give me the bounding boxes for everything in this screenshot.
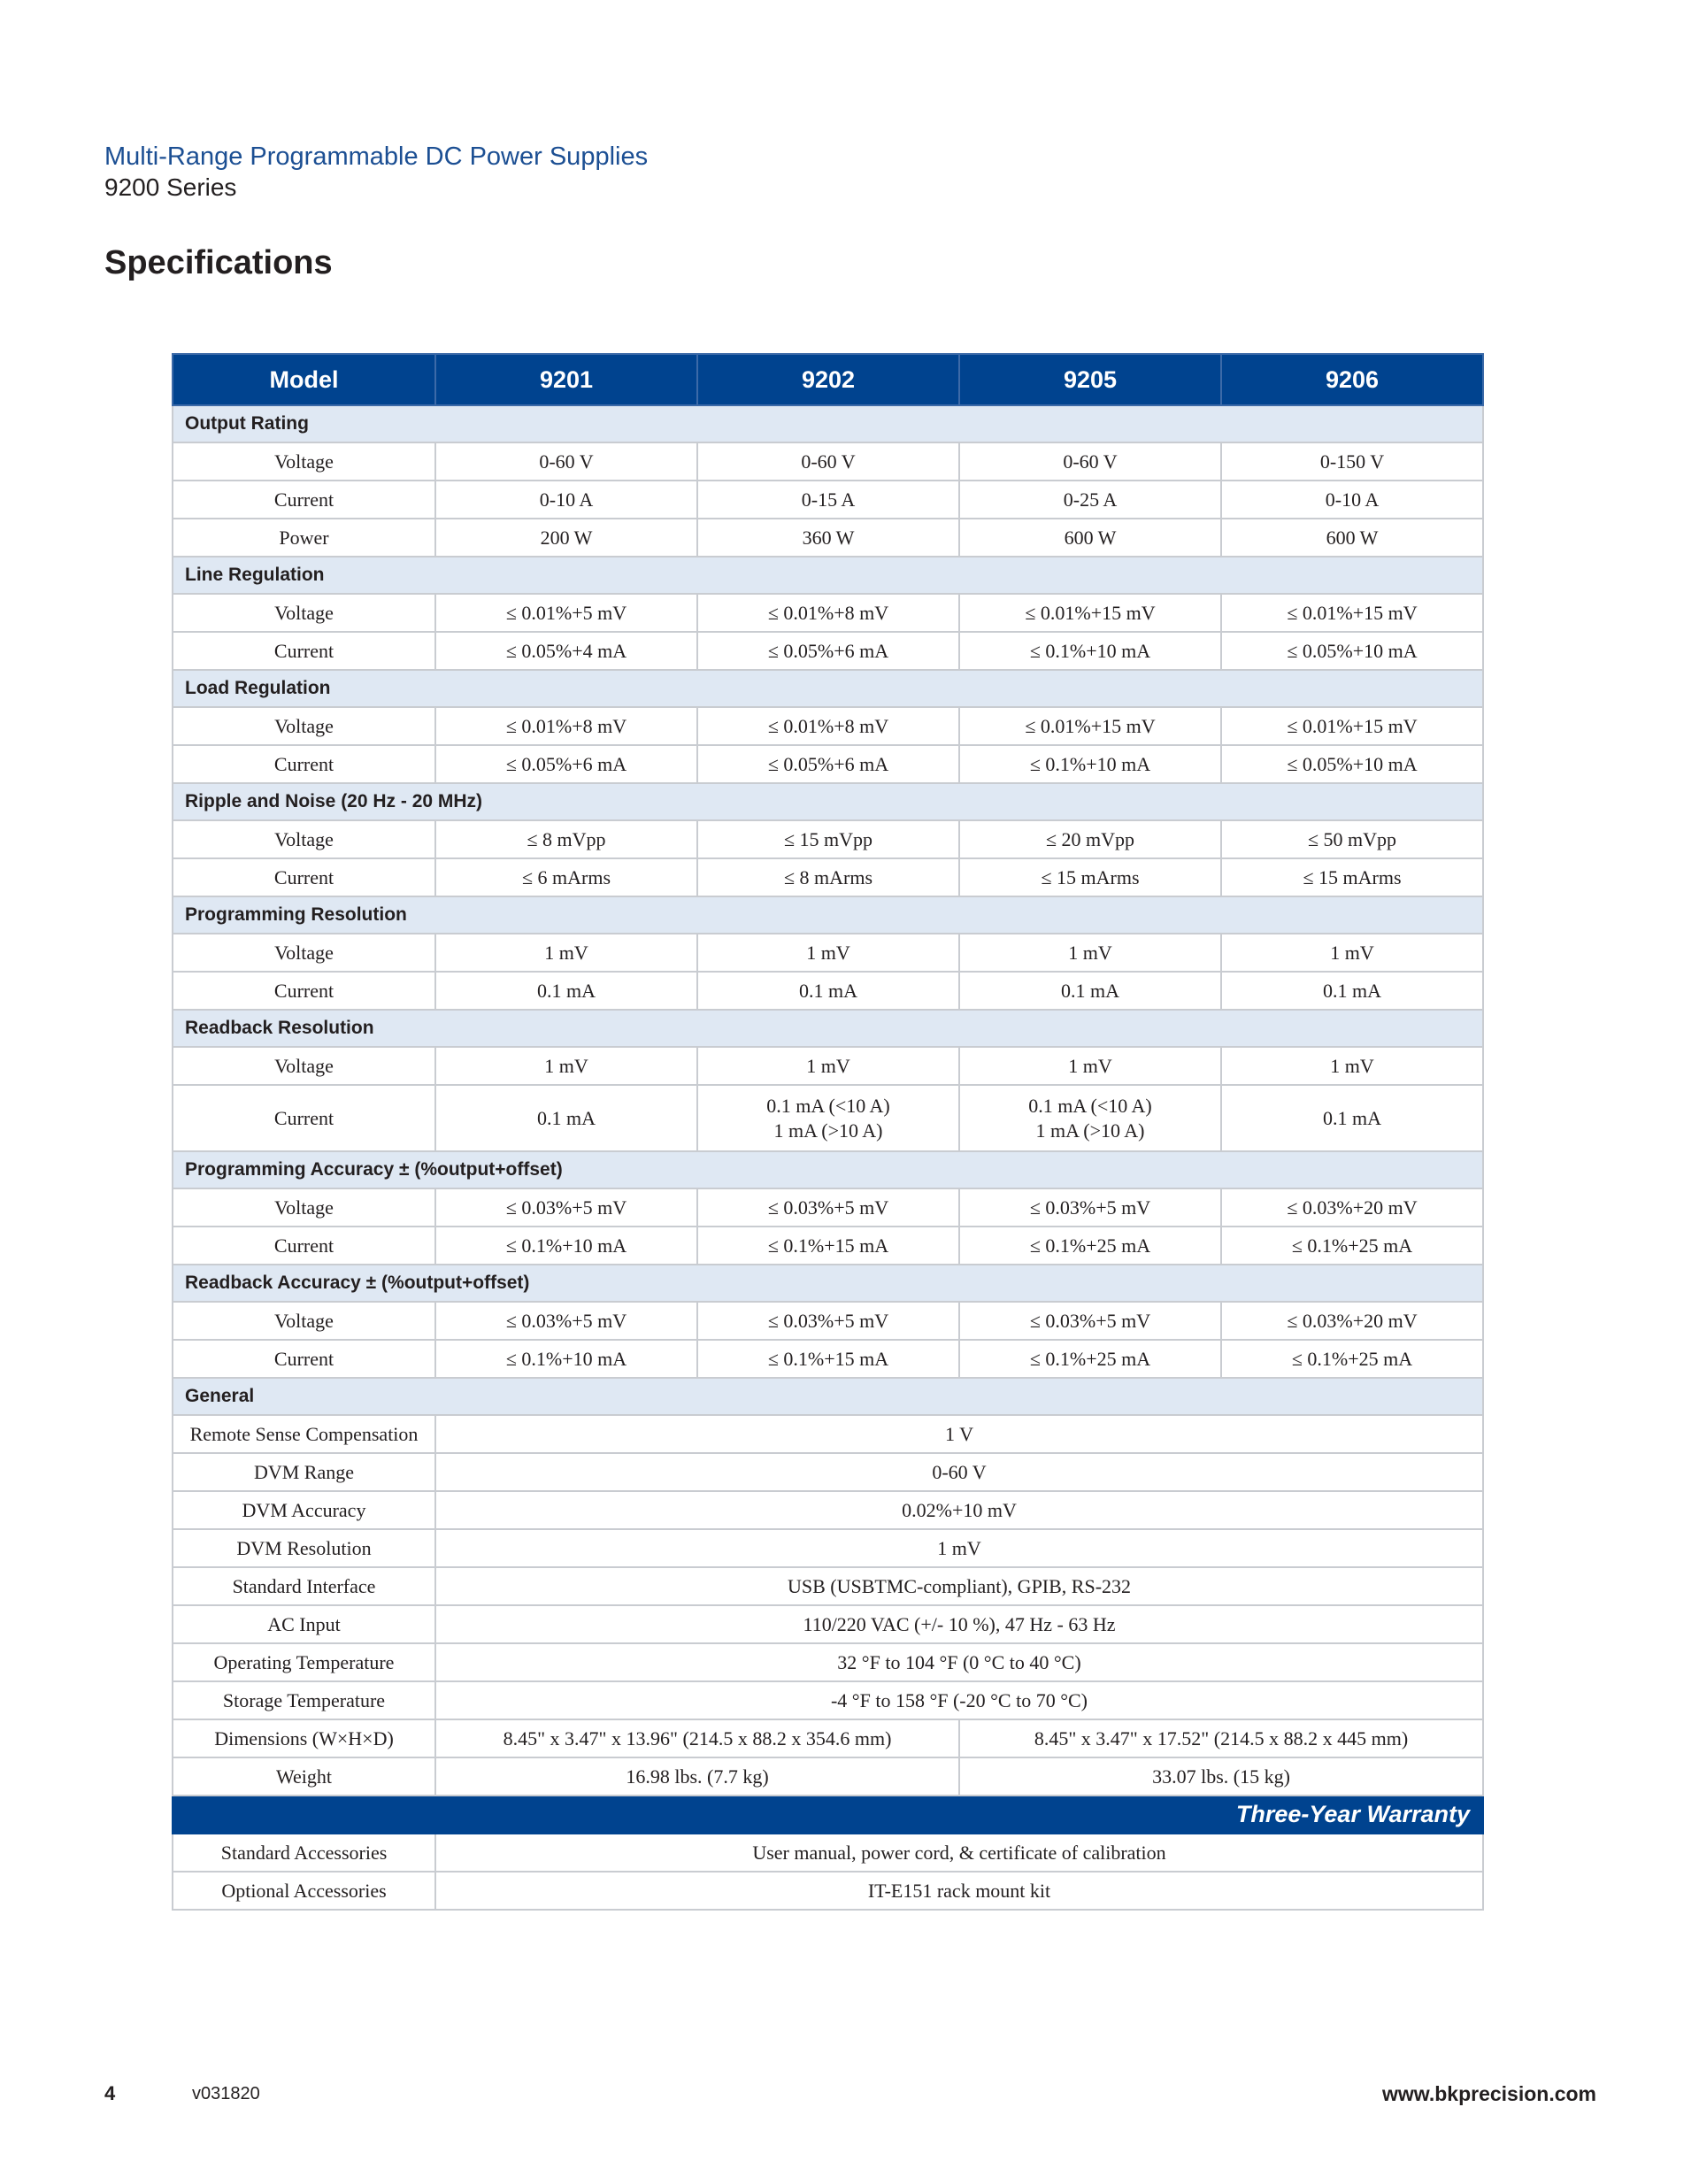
table-cell bbox=[697, 442, 959, 481]
table-cell bbox=[1221, 1047, 1483, 1085]
table-cell bbox=[959, 1188, 1221, 1227]
table-cell bbox=[435, 442, 697, 481]
table-cell bbox=[697, 1302, 959, 1340]
row-label: AC Input bbox=[173, 1605, 435, 1643]
cell-value: 1 mV bbox=[1330, 941, 1374, 964]
table-cell bbox=[697, 481, 959, 519]
table-row bbox=[173, 858, 1483, 896]
cell-value: USB (USBTMC-compliant), GPIB, RS-232 bbox=[787, 1574, 1132, 1597]
row-label: Current bbox=[173, 745, 435, 783]
cell-value: ≤ 0.03%+20 mV bbox=[1287, 1196, 1418, 1219]
column-header-9201: 9201 bbox=[435, 354, 697, 405]
section-row bbox=[173, 1151, 1483, 1188]
table-cell bbox=[435, 1227, 697, 1265]
table-cell bbox=[1221, 1085, 1483, 1151]
cell-value: 360 W bbox=[802, 526, 855, 549]
table-row bbox=[173, 1681, 1483, 1719]
row-label: Standard Interface bbox=[173, 1567, 435, 1605]
table-cell bbox=[435, 1681, 1483, 1719]
section-row bbox=[173, 1010, 1483, 1047]
cell-value: ≤ 0.1%+15 mA bbox=[767, 1347, 889, 1370]
row-label: DVM Resolution bbox=[173, 1529, 435, 1567]
row-label: Dimensions (W×H×D) bbox=[173, 1719, 435, 1757]
cell-value: ≤ 0.05%+6 mA bbox=[505, 752, 627, 775]
section-title: Programming Resolution bbox=[173, 896, 1483, 934]
table-cell bbox=[697, 745, 959, 783]
document-title: Multi-Range Programmable DC Power Supplies bbox=[104, 142, 649, 171]
cell-value: ≤ 0.1%+25 mA bbox=[1029, 1234, 1151, 1257]
cell-value: ≤ 0.1%+25 mA bbox=[1291, 1234, 1413, 1257]
cell-value: ≤ 0.01%+15 mV bbox=[1287, 714, 1418, 737]
cell-value: 600 W bbox=[1326, 526, 1379, 549]
table-cell bbox=[1221, 632, 1483, 670]
table-cell bbox=[1221, 594, 1483, 632]
table-row bbox=[173, 632, 1483, 670]
section-row bbox=[173, 1265, 1483, 1302]
table-cell bbox=[1221, 1340, 1483, 1378]
cell-value: 0.1 mA (<10 A) bbox=[766, 1094, 890, 1117]
table-cell bbox=[1221, 972, 1483, 1010]
cell-value: ≤ 0.03%+5 mV bbox=[1029, 1196, 1151, 1219]
cell-value: ≤ 0.01%+8 mV bbox=[767, 714, 889, 737]
cell-value: ≤ 0.1%+25 mA bbox=[1291, 1347, 1413, 1370]
table-cell bbox=[697, 820, 959, 858]
row-label: Storage Temperature bbox=[173, 1681, 435, 1719]
cell-value: ≤ 0.01%+15 mV bbox=[1025, 714, 1156, 737]
table-cell bbox=[435, 519, 697, 557]
table-cell bbox=[435, 1643, 1483, 1681]
row-label: DVM Accuracy bbox=[173, 1491, 435, 1529]
table-cell bbox=[959, 1302, 1221, 1340]
row-label: Voltage bbox=[173, 1188, 435, 1227]
row-label: Current bbox=[173, 1085, 435, 1151]
table-row bbox=[173, 745, 1483, 783]
section-title: Readback Accuracy ± (%output+offset) bbox=[173, 1265, 1483, 1302]
table-cell bbox=[959, 972, 1221, 1010]
table-cell bbox=[959, 519, 1221, 557]
warranty-text: Three-Year Warranty bbox=[173, 1796, 1483, 1834]
table-row bbox=[173, 1719, 1483, 1757]
cell-value: ≤ 0.1%+10 mA bbox=[1029, 639, 1151, 662]
cell-value: ≤ 8 mVpp bbox=[527, 827, 606, 850]
table-row bbox=[173, 1834, 1483, 1872]
table-cell bbox=[1221, 481, 1483, 519]
table-row bbox=[173, 820, 1483, 858]
cell-value: ≤ 0.03%+5 mV bbox=[505, 1196, 627, 1219]
section-title: Ripple and Noise (20 Hz - 20 MHz) bbox=[173, 783, 1483, 820]
cell-value: 0-10 A bbox=[1325, 488, 1380, 511]
cell-value: 0-25 A bbox=[1063, 488, 1118, 511]
table-cell bbox=[697, 934, 959, 972]
cell-value: 0.1 mA bbox=[537, 979, 596, 1002]
specifications-heading: Specifications bbox=[104, 244, 333, 281]
cell-value: 0.1 mA bbox=[799, 979, 857, 1002]
cell-value: ≤ 6 mArms bbox=[521, 865, 611, 888]
table-cell bbox=[435, 632, 697, 670]
cell-value: ≤ 0.01%+15 mV bbox=[1287, 601, 1418, 624]
table-cell bbox=[1221, 1227, 1483, 1265]
section-title: Load Regulation bbox=[173, 670, 1483, 707]
table-cell bbox=[435, 820, 697, 858]
cell-value: ≤ 15 mArms bbox=[1303, 865, 1402, 888]
cell-value: ≤ 8 mArms bbox=[783, 865, 873, 888]
table-cell bbox=[435, 1567, 1483, 1605]
row-label: Voltage bbox=[173, 594, 435, 632]
cell-value: 600 W bbox=[1064, 526, 1117, 549]
cell-value: ≤ 0.03%+5 mV bbox=[505, 1309, 627, 1332]
table-cell bbox=[959, 481, 1221, 519]
row-label: Voltage bbox=[173, 820, 435, 858]
cell-value: 0-10 A bbox=[539, 488, 594, 511]
cell-value: 0-60 V bbox=[1063, 450, 1118, 473]
table-row bbox=[173, 1491, 1483, 1529]
column-header-9202: 9202 bbox=[697, 354, 959, 405]
table-cell bbox=[959, 934, 1221, 972]
cell-value: 0-60 V bbox=[539, 450, 594, 473]
cell-value: ≤ 20 mVpp bbox=[1045, 827, 1135, 850]
table-cell bbox=[1221, 745, 1483, 783]
row-label: Power bbox=[173, 519, 435, 557]
table-cell bbox=[435, 972, 697, 1010]
table-cell bbox=[959, 1340, 1221, 1378]
table-cell bbox=[697, 972, 959, 1010]
table-cell bbox=[1221, 820, 1483, 858]
website-url: www.bkprecision.com bbox=[1382, 2082, 1596, 2105]
table-cell bbox=[959, 820, 1221, 858]
table-cell bbox=[435, 934, 697, 972]
section-title: Readback Resolution bbox=[173, 1010, 1483, 1047]
table-cell bbox=[697, 632, 959, 670]
cell-value: 0-60 V bbox=[801, 450, 856, 473]
table-cell bbox=[697, 1085, 959, 1151]
table-cell bbox=[435, 1719, 959, 1757]
table-cell bbox=[697, 594, 959, 632]
table-cell bbox=[959, 632, 1221, 670]
table-cell bbox=[697, 1227, 959, 1265]
cell-value: ≤ 0.01%+8 mV bbox=[767, 601, 889, 624]
cell-value: 1 mV bbox=[544, 941, 588, 964]
cell-value: ≤ 0.01%+15 mV bbox=[1025, 601, 1156, 624]
table-row bbox=[173, 481, 1483, 519]
table-row bbox=[173, 1529, 1483, 1567]
cell-value: 16.98 lbs. (7.7 kg) bbox=[626, 1765, 769, 1788]
table-cell bbox=[435, 1529, 1483, 1567]
cell-value: 1 mV bbox=[544, 1054, 588, 1077]
row-label: Voltage bbox=[173, 934, 435, 972]
table-row bbox=[173, 934, 1483, 972]
row-label: Current bbox=[173, 481, 435, 519]
cell-value: 8.45" x 3.47" x 17.52" (214.5 x 88.2 x 445 mm) bbox=[1034, 1726, 1409, 1750]
table-row bbox=[173, 1872, 1483, 1910]
table-cell bbox=[959, 1227, 1221, 1265]
cell-value: ≤ 0.1%+15 mA bbox=[767, 1234, 889, 1257]
table-cell bbox=[1221, 707, 1483, 745]
table-cell bbox=[1221, 519, 1483, 557]
cell-value: ≤ 15 mArms bbox=[1041, 865, 1140, 888]
cell-value: 1 mV bbox=[937, 1536, 981, 1559]
table-row bbox=[173, 1415, 1483, 1453]
row-label: DVM Range bbox=[173, 1453, 435, 1491]
cell-value: 1 V bbox=[945, 1422, 973, 1445]
table-cell bbox=[959, 594, 1221, 632]
table-row bbox=[173, 1302, 1483, 1340]
row-label: Operating Temperature bbox=[173, 1643, 435, 1681]
row-label: Voltage bbox=[173, 707, 435, 745]
table-cell bbox=[959, 442, 1221, 481]
cell-value: 1 mV bbox=[806, 941, 850, 964]
table-cell bbox=[959, 745, 1221, 783]
table-row bbox=[173, 1227, 1483, 1265]
cell-value: 0-150 V bbox=[1319, 450, 1385, 473]
table-cell bbox=[1221, 1188, 1483, 1227]
table-row bbox=[173, 594, 1483, 632]
table-cell bbox=[435, 1605, 1483, 1643]
section-row bbox=[173, 783, 1483, 820]
cell-value: ≤ 0.05%+10 mA bbox=[1287, 639, 1418, 662]
cell-value: 0-60 V bbox=[932, 1460, 987, 1483]
cell-value: 1 mV bbox=[1068, 1054, 1112, 1077]
table-row bbox=[173, 1757, 1483, 1796]
table-body bbox=[173, 405, 1483, 1910]
table-cell bbox=[435, 1415, 1483, 1453]
table-row bbox=[173, 1085, 1483, 1151]
column-header-9205: 9205 bbox=[959, 354, 1221, 405]
specifications-table bbox=[172, 353, 1484, 1911]
section-title: General bbox=[173, 1378, 1483, 1415]
table-cell bbox=[697, 707, 959, 745]
section-row bbox=[173, 405, 1483, 442]
cell-value: ≤ 50 mVpp bbox=[1307, 827, 1397, 850]
cell-value: ≤ 0.1%+10 mA bbox=[1029, 752, 1151, 775]
cell-value: 33.07 lbs. (15 kg) bbox=[1152, 1765, 1290, 1788]
cell-value: ≤ 0.01%+8 mV bbox=[505, 714, 627, 737]
table-cell bbox=[435, 1453, 1483, 1491]
cell-value: ≤ 15 mVpp bbox=[783, 827, 873, 850]
table-row bbox=[173, 707, 1483, 745]
table-cell bbox=[697, 1340, 959, 1378]
section-title: Line Regulation bbox=[173, 557, 1483, 594]
cell-value: 0.1 mA bbox=[1061, 979, 1119, 1002]
row-label: Voltage bbox=[173, 1047, 435, 1085]
table-cell bbox=[959, 1757, 1483, 1796]
table-row bbox=[173, 1605, 1483, 1643]
table-header-row bbox=[173, 354, 1483, 405]
row-label: Voltage bbox=[173, 442, 435, 481]
table-row bbox=[173, 1047, 1483, 1085]
cell-value: 0.1 mA bbox=[1323, 1106, 1381, 1129]
cell-value: 200 W bbox=[540, 526, 593, 549]
cell-value: ≤ 0.05%+4 mA bbox=[505, 639, 627, 662]
cell-value: ≤ 0.03%+5 mV bbox=[767, 1196, 889, 1219]
cell-value: ≤ 0.1%+25 mA bbox=[1029, 1347, 1151, 1370]
table-cell bbox=[435, 481, 697, 519]
table-cell bbox=[435, 1491, 1483, 1529]
cell-value: ≤ 0.1%+10 mA bbox=[505, 1347, 627, 1370]
section-row bbox=[173, 670, 1483, 707]
cell-value: -4 °F to 158 °F (-20 °C to 70 °C) bbox=[830, 1688, 1088, 1711]
cell-value: ≤ 0.05%+6 mA bbox=[767, 639, 889, 662]
cell-value: 0-15 A bbox=[801, 488, 856, 511]
section-title: Programming Accuracy ± (%output+offset) bbox=[173, 1151, 1483, 1188]
cell-value: 0.1 mA bbox=[1323, 979, 1381, 1002]
table-cell bbox=[959, 1047, 1221, 1085]
table-cell: User manual, power cord, & certificate of calibration bbox=[435, 1834, 1483, 1872]
row-label: Current bbox=[173, 1227, 435, 1265]
cell-value: 32 °F to 104 °F (0 °C to 40 °C) bbox=[837, 1650, 1081, 1673]
cell-value: ≤ 0.05%+10 mA bbox=[1287, 752, 1418, 775]
document-subtitle: 9200 Series bbox=[104, 173, 237, 201]
column-header-9206: 9206 bbox=[1221, 354, 1483, 405]
table-cell bbox=[435, 1757, 959, 1796]
row-label: Current bbox=[173, 1340, 435, 1378]
cell-value: 1 mV bbox=[1068, 941, 1112, 964]
row-label: Weight bbox=[173, 1757, 435, 1796]
table-row bbox=[173, 1567, 1483, 1605]
table-cell bbox=[435, 858, 697, 896]
cell-value: 0.1 mA bbox=[537, 1106, 596, 1129]
cell-value: 1 mA (>10 A) bbox=[1035, 1119, 1145, 1142]
table-cell bbox=[435, 745, 697, 783]
table-cell bbox=[1221, 442, 1483, 481]
table-row bbox=[173, 1643, 1483, 1681]
table-row bbox=[173, 519, 1483, 557]
row-label: Current bbox=[173, 972, 435, 1010]
section-row bbox=[173, 1378, 1483, 1415]
table-cell: IT-E151 rack mount kit bbox=[435, 1872, 1483, 1910]
row-label: Optional Accessories bbox=[173, 1872, 435, 1910]
cell-value: ≤ 0.05%+6 mA bbox=[767, 752, 889, 775]
version-code: v031820 bbox=[192, 2084, 260, 2103]
table-cell bbox=[435, 707, 697, 745]
page-number: 4 bbox=[104, 2082, 116, 2104]
row-label: Standard Accessories bbox=[173, 1834, 435, 1872]
table-row bbox=[173, 1188, 1483, 1227]
cell-value: 1 mV bbox=[1330, 1054, 1374, 1077]
table-cell bbox=[435, 1085, 697, 1151]
table-cell bbox=[1221, 1302, 1483, 1340]
cell-value: ≤ 0.01%+5 mV bbox=[505, 601, 627, 624]
table-cell bbox=[1221, 858, 1483, 896]
table-cell bbox=[697, 1047, 959, 1085]
table-cell bbox=[435, 594, 697, 632]
cell-value: ≤ 0.03%+5 mV bbox=[767, 1309, 889, 1332]
row-label: Current bbox=[173, 858, 435, 896]
table-cell bbox=[697, 519, 959, 557]
column-header-model: Model bbox=[173, 354, 435, 405]
section-row bbox=[173, 557, 1483, 594]
cell-value: 0.1 mA (<10 A) bbox=[1028, 1094, 1152, 1117]
cell-value: ≤ 0.03%+20 mV bbox=[1287, 1309, 1418, 1332]
table-cell bbox=[959, 858, 1221, 896]
warranty-banner bbox=[173, 1796, 1483, 1834]
table-cell bbox=[959, 1085, 1221, 1151]
table-cell bbox=[959, 1719, 1483, 1757]
section-row bbox=[173, 896, 1483, 934]
table-cell bbox=[697, 1188, 959, 1227]
cell-value: ≤ 0.03%+5 mV bbox=[1029, 1309, 1151, 1332]
cell-value: ≤ 0.1%+10 mA bbox=[505, 1234, 627, 1257]
row-label: Voltage bbox=[173, 1302, 435, 1340]
table-cell bbox=[435, 1188, 697, 1227]
table-row bbox=[173, 1453, 1483, 1491]
cell-value: 0.02%+10 mV bbox=[902, 1498, 1017, 1521]
cell-value: 1 mV bbox=[806, 1054, 850, 1077]
table-cell bbox=[435, 1047, 697, 1085]
cell-value: 1 mA (>10 A) bbox=[773, 1119, 883, 1142]
table-row bbox=[173, 442, 1483, 481]
row-label: Current bbox=[173, 632, 435, 670]
table-row bbox=[173, 1340, 1483, 1378]
section-title: Output Rating bbox=[173, 405, 1483, 442]
row-label: Remote Sense Compensation bbox=[173, 1415, 435, 1453]
cell-value: 8.45" x 3.47" x 13.96" (214.5 x 88.2 x 354.6 mm) bbox=[503, 1726, 892, 1750]
cell-value: 110/220 VAC (+/- 10 %), 47 Hz - 63 Hz bbox=[803, 1612, 1116, 1635]
table-cell bbox=[435, 1340, 697, 1378]
table-cell bbox=[697, 858, 959, 896]
table-cell bbox=[1221, 934, 1483, 972]
table-cell bbox=[435, 1302, 697, 1340]
table-row bbox=[173, 972, 1483, 1010]
table-cell bbox=[959, 707, 1221, 745]
